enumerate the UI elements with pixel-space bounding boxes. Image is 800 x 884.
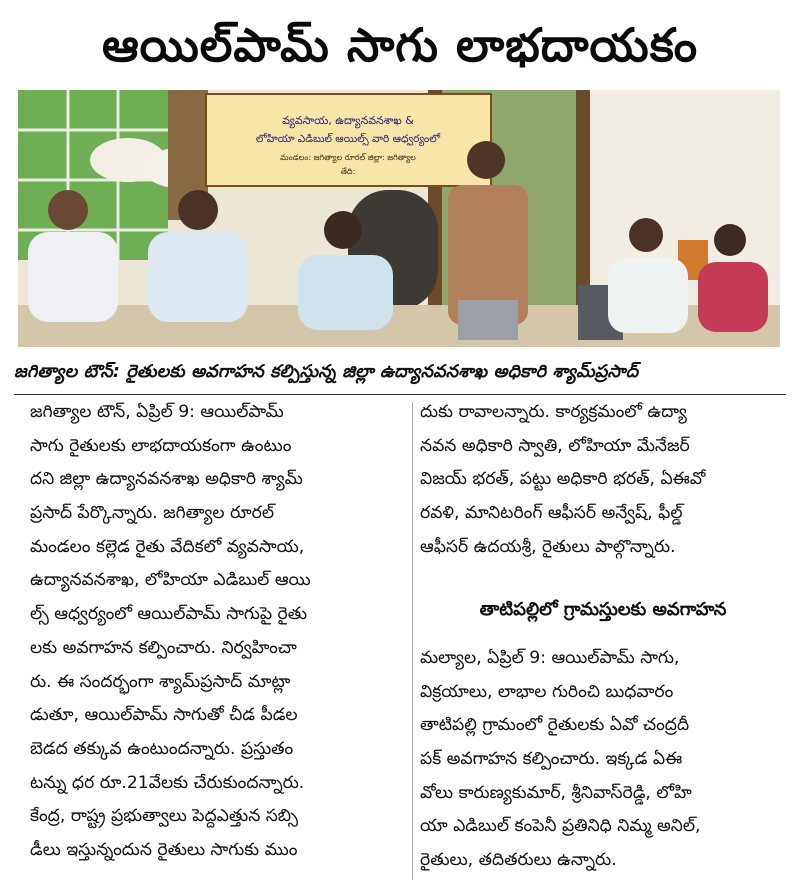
banner-line-3: మండలం: జగిత్యాల రూరల్ జిల్లా: జగిత్యాల — [280, 153, 416, 162]
right-column-2 — [420, 642, 786, 878]
left-line: బెడద తక్కువ ఉంటుందన్నారు. ప్రస్తుతం — [30, 738, 294, 759]
left-line: డుతూ, ఆయిల్‌పామ్ సాగుతో చీడ పీడల — [30, 705, 298, 726]
right-line: తాటిపల్లి గ్రామంలో రైతులకు ఏవో చంద్రదీ — [420, 715, 690, 736]
banner-line-4: తేది: — [340, 167, 356, 176]
right-line: రవళి, మానిటరింగ్ ఆఫీసర్ అన్వేష్, ఫీల్డ్ — [420, 503, 683, 524]
subheading: తాటిపల్లిలో గ్రామస్తులకు అవగాహన — [479, 599, 727, 620]
right-line: విక్రయాలు, లాభాల గురించి బుధవారం — [420, 681, 674, 702]
left-line: దని జిల్లా ఉద్యానవనశాఖ అధికారి శ్యామ్ — [30, 469, 303, 490]
news-photo — [18, 90, 780, 347]
left-line: లకు అవగాహన కల్పించారు. నిర్వహించా — [30, 637, 297, 658]
banner-line-1: వ్యవసాయ, ఉద్యానవనశాఖ & — [282, 114, 414, 127]
left-line: రు. ఈ సందర్భంగా శ్యామ్‌ప్రసాద్ మాట్లా — [30, 671, 291, 692]
right-line: మల్యాల, ఏప్రిల్ 9: ఆయిల్‌పామ్ సాగు, — [420, 648, 680, 668]
left-line: ఉద్యానవనశాఖ, లోహియా ఎడిబుల్ ఆయి — [30, 570, 311, 591]
right-column — [420, 396, 786, 564]
right-line: రైతులు, తదితరులు ఉన్నారు. — [420, 850, 617, 871]
left-line: టన్ను ధర రూ.21వేలకు చేరుకుందన్నారు. — [30, 772, 305, 793]
right-line: వోలు కారుణ్యకుమార్, శ్రీనివాస్‌రెడ్డి, లోహి — [420, 782, 692, 803]
right-line: నవన అధికారి స్వాతి, లోహియా మేనేజర్ — [420, 435, 690, 456]
banner-line-2: లోహియా ఎడిబుల్ ఆయిల్స్ వారి ఆధ్వర్యంలో — [255, 133, 441, 145]
column-divider — [412, 402, 413, 880]
left-line: ల్స్ ఆధ్వర్యంలో ఆయిల్‌పామ్ సాగుపై రైతు — [30, 604, 308, 625]
left-line: మండలం కల్లెడ రైతు వేదికలో వ్యవసాయ, — [30, 536, 305, 557]
left-column — [30, 396, 408, 868]
right-line: విజయ్ భరత్, పట్టు అధికారి భరత్, ఏఈవో — [420, 469, 706, 490]
right-line: పక్ అవగాహన కల్పించారు. ఇక్కడ ఏఈ — [420, 749, 683, 770]
right-line: యా ఎడిబుల్ కంపెనీ ప్రతినిధి నిమ్మ అనిల్, — [420, 816, 701, 837]
left-line: సాగు రైతులకు లాభదాయకంగా ఉంటుం — [30, 435, 292, 456]
right-line: ఆఫీసర్ ఉదయశ్రీ, రైతులు పాల్గొన్నారు. — [420, 536, 676, 557]
headline: ఆయిల్‌పామ్ సాగు లాభదాయకం — [101, 18, 699, 72]
photo-caption: జగిత్యాల టౌన్: రైతులకు అవగాహన కల్పిస్తున్న జిల్లా ఉద్యానవనశాఖ అధికారి శ్యామ్‌ప్రసాద్ — [14, 362, 639, 382]
left-line: జగిత్యాల టౌన్, ఏప్రిల్ 9: ఆయిల్‌పామ్ — [30, 402, 284, 422]
right-line: దుకు రావాలన్నారు. కార్యక్రమంలో ఉద్యా — [420, 402, 687, 422]
left-line: కేంద్ర, రాష్ట్ర ప్రభుత్వాలు పెద్దఎత్తున సబ్సి — [30, 806, 299, 827]
left-line: ప్రసాద్ పేర్కొన్నారు. జగిత్యాల రూరల్ — [30, 503, 275, 524]
left-line: డీలు ఇస్తున్నందున రైతులు సాగుకు ముం — [30, 839, 298, 860]
caption-rule — [14, 394, 786, 395]
